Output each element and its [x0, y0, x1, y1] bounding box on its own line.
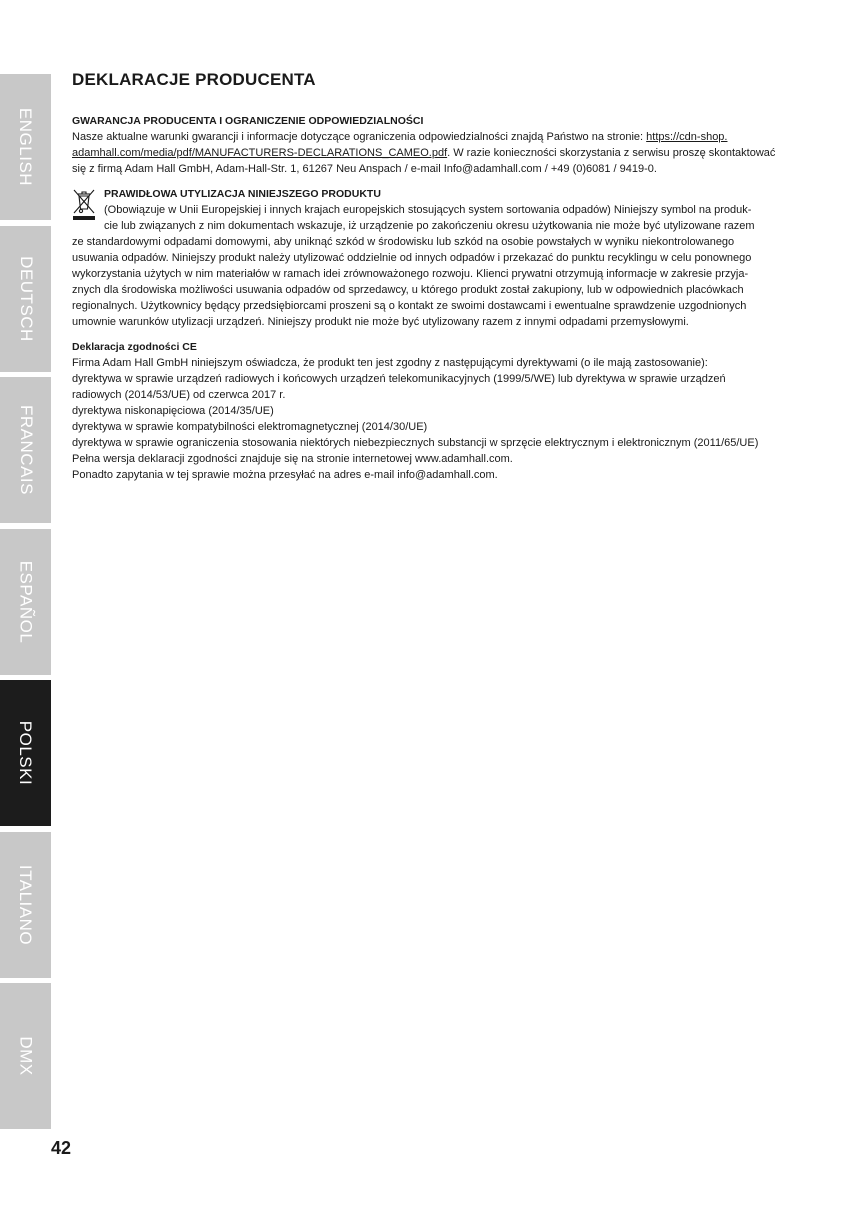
disposal-heading: PRAWIDŁOWA UTYLIZACJA NINIEJSZEGO PRODUKTU: [104, 188, 381, 200]
tab-label: ENGLISH: [16, 107, 36, 187]
tab-espanol[interactable]: [0, 529, 51, 675]
ce-heading: Deklaracja zgodności CE: [72, 341, 197, 353]
tab-english[interactable]: [0, 74, 51, 220]
tab-label: DEUTSCH: [16, 256, 36, 342]
ce-line: Ponadto zapytania w tej sprawie można przesyłać na adres e-mail info@adamhall.com.: [72, 469, 498, 481]
warranty-heading: GWARANCJA PRODUCENTA I OGRANICZENIE ODPOWIEDZIALNOŚCI: [72, 115, 424, 127]
disposal-section: [72, 187, 792, 330]
ce-section: [72, 340, 792, 483]
disposal-line: znych dla środowiska możliwości usuwania odpadów od sprzedawcy, u którego produkt został zakupiony, lub w odpowiednich placówkach: [72, 284, 744, 296]
disposal-line: ze standardowymi odpadami domowymi, aby uniknąć szkód w środowisku lub szkód na osobie powstałych w wyniku niekontrolowanego: [72, 236, 735, 248]
tab-label: ESPAÑOL: [16, 560, 36, 644]
warranty-line: [72, 129, 792, 145]
ce-line: Pełna wersja deklaracji zgodności znajduje się na stronie internetowej www.adamhall.com.: [72, 453, 513, 465]
ce-line: dyrektywa w sprawie kompatybilności elektromagnetycznej (2014/30/UE): [72, 421, 428, 433]
disposal-line: umownie warunków utylizacji urządzeń. Niniejszy produkt nie może być utylizowany razem z innymi odpadami przemysłowymi.: [72, 316, 689, 328]
ce-line: dyrektywa w sprawie ograniczenia stosowania niektórych niebezpiecznych substancji w sprzęcie elektrycznym i elektronicznym (2011/65/UE): [72, 437, 759, 449]
tab-italiano[interactable]: [0, 832, 51, 978]
disposal-line: (Obowiązuje w Unii Europejskiej i innych krajach europejskich stosujących system sortowania odpadów) Niniejszy symbol na produk-: [104, 204, 752, 216]
tab-label: POLSKI: [16, 720, 36, 786]
ce-line: dyrektywa w sprawie urządzeń radiowych i końcowych urządzeń telekomunikacyjnych (1999/5/WE) lub dyrektywa w sprawie urządzeń: [72, 373, 726, 385]
ce-line: dyrektywa niskonapięciowa (2014/35/UE): [72, 405, 274, 417]
warranty-text: Nasze aktualne warunki gwarancji i informacje dotyczące ograniczenia odpowiedzialności znajdą Państwo na stronie:: [72, 131, 647, 143]
disposal-line: regionalnych. Użytkownicy będący przedsiębiorcami proszeni są o kontakt ze swoimi dostawcami i ewentualne sprawdzenie uzgodnionych: [72, 300, 747, 312]
disposal-line: cie lub związanych z nim dokumentach wskazuje, iż urządzenie po zakończeniu okresu użytkowania nie może być utylizowane razem: [104, 220, 755, 232]
warranty-text: . W razie konieczności skorzystania z serwisu proszę skontaktować: [447, 147, 776, 159]
page-title: DEKLARACJE PRODUCENTA: [72, 70, 316, 89]
tab-francais[interactable]: [0, 377, 51, 523]
warranty-link[interactable]: https://cdn-shop.: [646, 131, 728, 143]
tab-deutsch[interactable]: [0, 226, 51, 372]
ce-line: radiowych (2014/53/UE) od czerwca 2017 r.: [72, 389, 286, 401]
disposal-line: wykorzystania użytych w nim materiałów w ramach idei zrównoważonego rozwoju. Klienci prywatni otrzymują informacje w zakresie przyja-: [72, 268, 749, 280]
crossed-out-wheelie-bin-icon: [72, 188, 96, 222]
tab-label: ITALIANO: [16, 864, 36, 946]
page-number: 42: [51, 1138, 72, 1158]
warranty-section: [72, 114, 792, 177]
tab-dmx[interactable]: [0, 983, 51, 1129]
disposal-line: usuwania odpadów. Niniejszy produkt należy utylizować oddzielnie od innych odpadów i przekazać do punktu recyklingu w celu ponownego: [72, 252, 752, 264]
tab-label: FRANCAIS: [16, 405, 36, 495]
warranty-link[interactable]: adamhall.com/media/pdf/MANUFACTURERS-DECLARATIONS_CAMEO.pdf: [72, 147, 448, 159]
ce-line: Firma Adam Hall GmbH niniejszym oświadcza, że produkt ten jest zgodny z następującymi dyrektywami (o ile mają zastosowanie):: [72, 357, 708, 369]
document-body: [72, 70, 792, 493]
warranty-line: się z firmą Adam Hall GmbH, Adam-Hall-Str. 1, 61267 Neu Anspach / e-mail Info@adamhall.com / +49 (0)6081 / 9419-0.: [72, 163, 657, 175]
warranty-line: [72, 145, 792, 161]
tab-label: DMX: [16, 1036, 36, 1076]
tab-polski[interactable]: [0, 680, 51, 826]
